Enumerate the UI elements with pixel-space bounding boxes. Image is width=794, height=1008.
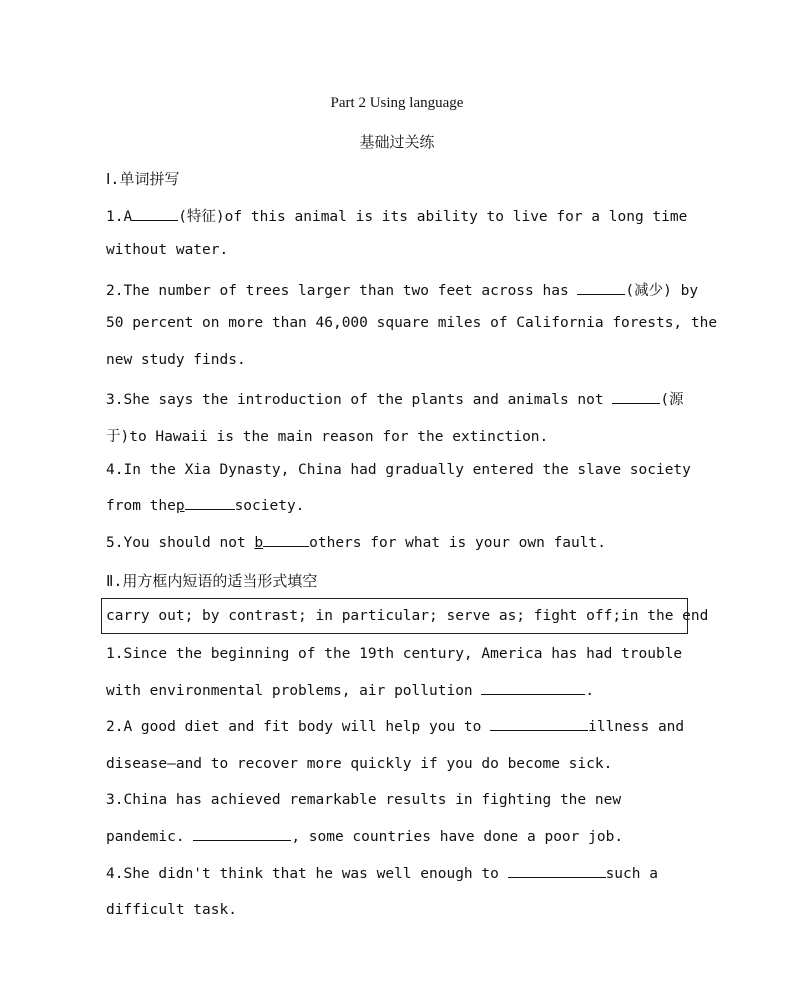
- s2-q2-blank[interactable]: [490, 729, 588, 731]
- s1-q1-blank[interactable]: [132, 219, 178, 221]
- s1-q4-prefix: from the: [106, 498, 176, 514]
- s2-q2-suffix: illness and: [588, 719, 685, 735]
- phrase-box-text: carry out; by contrast; in particular; serve as; fight off;in the end: [106, 608, 709, 624]
- s1-q1-line2: without water.: [106, 242, 229, 258]
- s2-q2-prefix: 2.A good diet and fit body will help you to: [106, 719, 491, 735]
- s2-q4-line2: difficult task.: [106, 902, 237, 918]
- s1-q1-hint: (特征)of this animal is its ability to live for a long time: [178, 209, 688, 225]
- s2-q3-line1: 3.China has achieved remarkable results in fighting the new: [106, 792, 622, 808]
- s1-q3-line2: 于)to Hawaii is the main reason for the extinction.: [106, 429, 549, 445]
- s1-q2-line2: 50 percent on more than 46,000 square miles of California forests, the: [106, 315, 718, 331]
- s1-q1-prefix: 1.A: [106, 209, 133, 225]
- part-title: Part 2 Using language: [330, 95, 464, 111]
- s1-q4-blank[interactable]: [185, 508, 235, 510]
- phrase-box: [101, 598, 709, 634]
- s2-q4-blank[interactable]: [508, 876, 606, 878]
- s1-q3-line1: [106, 388, 684, 409]
- section-1-heading: Ⅰ.单词拼写: [106, 170, 180, 188]
- s1-q5-blank[interactable]: [263, 545, 309, 547]
- s1-q2-line3: new study finds.: [106, 352, 246, 368]
- s2-q3-prefix: pandemic.: [106, 829, 194, 845]
- s2-q1-blank[interactable]: [481, 693, 585, 695]
- s2-q3-line2: [106, 829, 623, 845]
- s1-q3-hint: (源: [660, 392, 684, 408]
- s2-q3-suffix: , some countries have done a poor job.: [291, 829, 624, 845]
- s1-q4-suffix: society.: [234, 498, 305, 514]
- s1-q2-blank[interactable]: [577, 293, 625, 295]
- s1-q4-line1: 4.In the Xia Dynasty, China had gradually entered the slave society: [106, 462, 691, 478]
- s2-q4-line1: [106, 866, 658, 882]
- section-subtitle: 基础过关练: [359, 135, 435, 151]
- s2-q4-suffix: such a: [605, 866, 658, 882]
- s1-q5-letter: b: [254, 535, 264, 551]
- s1-q3-prefix: 3.She says the introduction of the plants and animals not: [106, 392, 613, 408]
- s1-q2-hint: (减少) by: [625, 283, 699, 299]
- s1-q5-prefix: 5.You should not: [106, 535, 255, 551]
- s2-q4-prefix: 4.She didn't think that he was well enough to: [106, 866, 508, 882]
- s1-q2-prefix: 2.The number of trees larger than two feet across has: [106, 283, 578, 299]
- s1-q2-line1: [106, 279, 698, 300]
- s1-q5-line1: [106, 535, 606, 551]
- s2-q2-line1: [106, 719, 684, 735]
- s2-q2-line2: disease—and to recover more quickly if you do become sick.: [106, 756, 613, 772]
- s2-q1-suffix: .: [585, 683, 595, 699]
- s1-q4-letter: p: [175, 498, 185, 514]
- s1-q3-blank[interactable]: [612, 402, 660, 404]
- s1-q5-suffix: others for what is your own fault.: [309, 535, 606, 551]
- s2-q1-line2: [106, 683, 594, 699]
- s1-q1-line1: [106, 205, 687, 226]
- s2-q3-blank[interactable]: [193, 839, 291, 841]
- section-2-heading: Ⅱ.用方框内短语的适当形式填空: [106, 572, 318, 590]
- s2-q1-line1: 1.Since the beginning of the 19th century, America has had trouble: [106, 646, 683, 662]
- s1-q4-line2: [106, 498, 304, 514]
- s2-q1-prefix: with environmental problems, air pollution: [106, 683, 482, 699]
